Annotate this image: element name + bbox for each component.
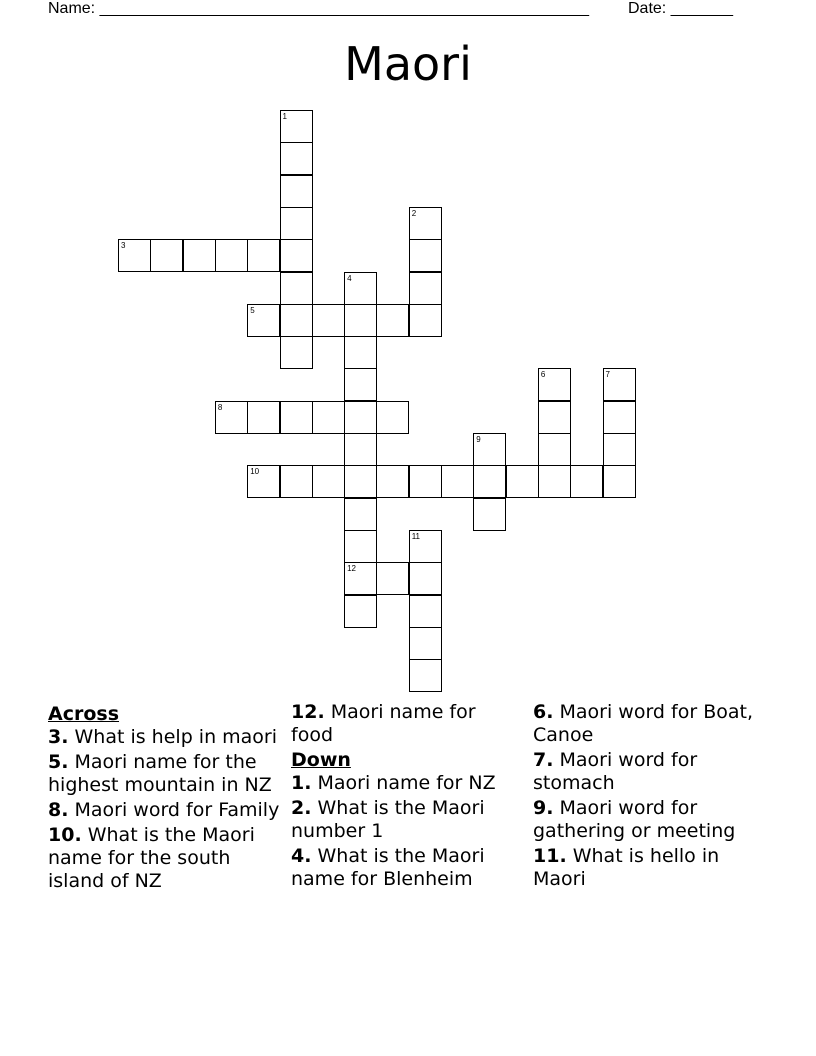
clue-across-10 bbox=[48, 824, 280, 893]
clue-down-6 bbox=[533, 701, 773, 747]
clues-column-2 bbox=[291, 701, 523, 893]
crossword-cell[interactable] bbox=[441, 465, 474, 498]
crossword-cell[interactable] bbox=[570, 465, 603, 498]
crossword-cell[interactable] bbox=[344, 595, 377, 628]
clue-text: Maori word for stomach bbox=[533, 749, 698, 794]
down-heading: Down bbox=[291, 749, 351, 771]
crossword-cell[interactable] bbox=[344, 336, 377, 369]
clue-number: 2. bbox=[291, 797, 312, 819]
date-field[interactable]: Date: _______ bbox=[628, 0, 733, 17]
crossword-cell[interactable] bbox=[280, 175, 313, 208]
crossword-cell[interactable] bbox=[344, 433, 377, 466]
crossword-cell[interactable] bbox=[603, 368, 636, 401]
crossword-cell[interactable] bbox=[409, 627, 442, 660]
clue-number: 4. bbox=[291, 845, 312, 867]
clue-text: Maori name for the highest mountain in NZ bbox=[48, 751, 272, 796]
clue-down-1 bbox=[291, 772, 523, 795]
clue-number: 11. bbox=[533, 845, 567, 867]
crossword-cell[interactable] bbox=[344, 530, 377, 563]
clue-down-2 bbox=[291, 797, 523, 843]
clue-number: 5. bbox=[48, 751, 69, 773]
clue-number: 1. bbox=[291, 772, 312, 794]
cell-number: 9 bbox=[476, 435, 481, 444]
clue-text: What is the Maori number 1 bbox=[291, 797, 485, 842]
crossword-cell[interactable] bbox=[280, 142, 313, 175]
clue-text: Maori word for gathering or meeting bbox=[533, 797, 736, 842]
crossword-cell[interactable] bbox=[473, 465, 506, 498]
crossword-cell[interactable] bbox=[538, 368, 571, 401]
crossword-cell[interactable] bbox=[312, 304, 345, 337]
crossword-cell[interactable] bbox=[280, 304, 313, 337]
crossword-cell[interactable] bbox=[409, 595, 442, 628]
crossword-cell[interactable] bbox=[344, 304, 377, 337]
crossword-cell[interactable] bbox=[280, 272, 313, 305]
crossword-cell[interactable] bbox=[538, 465, 571, 498]
clues-column-3 bbox=[533, 701, 773, 893]
clue-number: 7. bbox=[533, 749, 554, 771]
crossword-cell[interactable] bbox=[603, 465, 636, 498]
crossword-cell[interactable] bbox=[409, 659, 442, 692]
crossword-cell[interactable] bbox=[344, 498, 377, 531]
crossword-cell[interactable] bbox=[506, 465, 539, 498]
clue-text: What is the Maori name for the south island of NZ bbox=[48, 824, 255, 892]
clue-down-11 bbox=[533, 845, 773, 891]
clue-text: Maori name for food bbox=[291, 701, 476, 746]
crossword-cell[interactable] bbox=[247, 465, 280, 498]
cell-number: 10 bbox=[250, 467, 260, 477]
crossword-cell[interactable] bbox=[603, 433, 636, 466]
clue-number: 3. bbox=[48, 726, 69, 748]
crossword-cell[interactable] bbox=[312, 401, 345, 434]
cell-number: 6 bbox=[540, 370, 546, 380]
crossword-cell[interactable] bbox=[603, 401, 636, 434]
crossword-cell[interactable] bbox=[376, 562, 409, 595]
crossword-cell[interactable] bbox=[409, 530, 442, 563]
cell-number: 4 bbox=[347, 273, 352, 283]
crossword-cell[interactable] bbox=[247, 304, 280, 337]
crossword-cell[interactable] bbox=[473, 433, 506, 466]
crossword-cell[interactable] bbox=[409, 239, 442, 272]
clue-across-8 bbox=[48, 799, 280, 822]
page-title: Maori bbox=[344, 37, 472, 91]
crossword-cell[interactable] bbox=[376, 401, 409, 434]
clue-text: Maori word for Family bbox=[74, 799, 280, 821]
crossword-cell[interactable] bbox=[409, 207, 442, 240]
crossword-cell[interactable] bbox=[247, 401, 280, 434]
crossword-cell[interactable] bbox=[150, 239, 183, 272]
cell-number: 7 bbox=[605, 370, 610, 380]
clue-text: Maori name for NZ bbox=[317, 772, 496, 794]
crossword-cell[interactable] bbox=[344, 368, 377, 401]
crossword-cell[interactable] bbox=[344, 562, 377, 595]
clue-text: What is help in maori bbox=[74, 726, 278, 748]
clue-down-9 bbox=[533, 797, 773, 843]
crossword-cell[interactable] bbox=[280, 465, 313, 498]
crossword-cell[interactable] bbox=[280, 110, 313, 143]
clue-down-4 bbox=[291, 845, 523, 891]
clue-number: 6. bbox=[533, 701, 554, 723]
crossword-cell[interactable] bbox=[280, 401, 313, 434]
clue-number: 12. bbox=[291, 701, 325, 723]
cell-number: 8 bbox=[217, 402, 223, 412]
name-field[interactable]: Name: _______________________________________________________ bbox=[48, 0, 589, 17]
crossword-cell[interactable] bbox=[118, 239, 151, 272]
crossword-cell[interactable] bbox=[538, 433, 571, 466]
clue-number: 9. bbox=[533, 797, 554, 819]
cell-number: 12 bbox=[347, 564, 356, 574]
clue-across-3 bbox=[48, 726, 280, 749]
clue-text: What is hello in Maori bbox=[533, 845, 720, 890]
crossword-cell[interactable] bbox=[312, 465, 345, 498]
crossword-cell[interactable] bbox=[409, 272, 442, 305]
clues-column-1 bbox=[48, 701, 280, 895]
crossword-cell[interactable] bbox=[376, 304, 409, 337]
crossword-cell[interactable] bbox=[280, 207, 313, 240]
clue-text: Maori word for Boat, Canoe bbox=[533, 701, 753, 746]
crossword-cell[interactable] bbox=[376, 465, 409, 498]
clue-down-7 bbox=[533, 749, 773, 795]
crossword-cell[interactable] bbox=[409, 562, 442, 595]
crossword-cell[interactable] bbox=[409, 304, 442, 337]
cell-number: 11 bbox=[411, 531, 420, 541]
crossword-cell[interactable] bbox=[409, 465, 442, 498]
cell-number: 2 bbox=[411, 208, 417, 218]
crossword-cell[interactable] bbox=[247, 239, 280, 272]
cell-number: 3 bbox=[121, 241, 126, 251]
cell-number: 5 bbox=[250, 305, 255, 315]
clue-across-12 bbox=[291, 701, 523, 747]
clue-number: 10. bbox=[48, 824, 82, 846]
clue-text: What is the Maori name for Blenheim bbox=[291, 845, 485, 890]
crossword-cell[interactable] bbox=[280, 239, 313, 272]
across-heading: Across bbox=[48, 703, 120, 725]
clue-across-5 bbox=[48, 751, 280, 797]
crossword-cell[interactable] bbox=[215, 239, 248, 272]
crossword-cell[interactable] bbox=[473, 498, 506, 531]
crossword-cell[interactable] bbox=[215, 401, 248, 434]
cell-number: 1 bbox=[282, 112, 287, 121]
crossword-cell[interactable] bbox=[183, 239, 216, 272]
crossword-cell[interactable] bbox=[344, 401, 377, 434]
crossword-cell[interactable] bbox=[280, 336, 313, 369]
clue-number: 8. bbox=[48, 799, 69, 821]
crossword-cell[interactable] bbox=[344, 272, 377, 305]
crossword-cell[interactable] bbox=[344, 465, 377, 498]
crossword-cell[interactable] bbox=[538, 401, 571, 434]
